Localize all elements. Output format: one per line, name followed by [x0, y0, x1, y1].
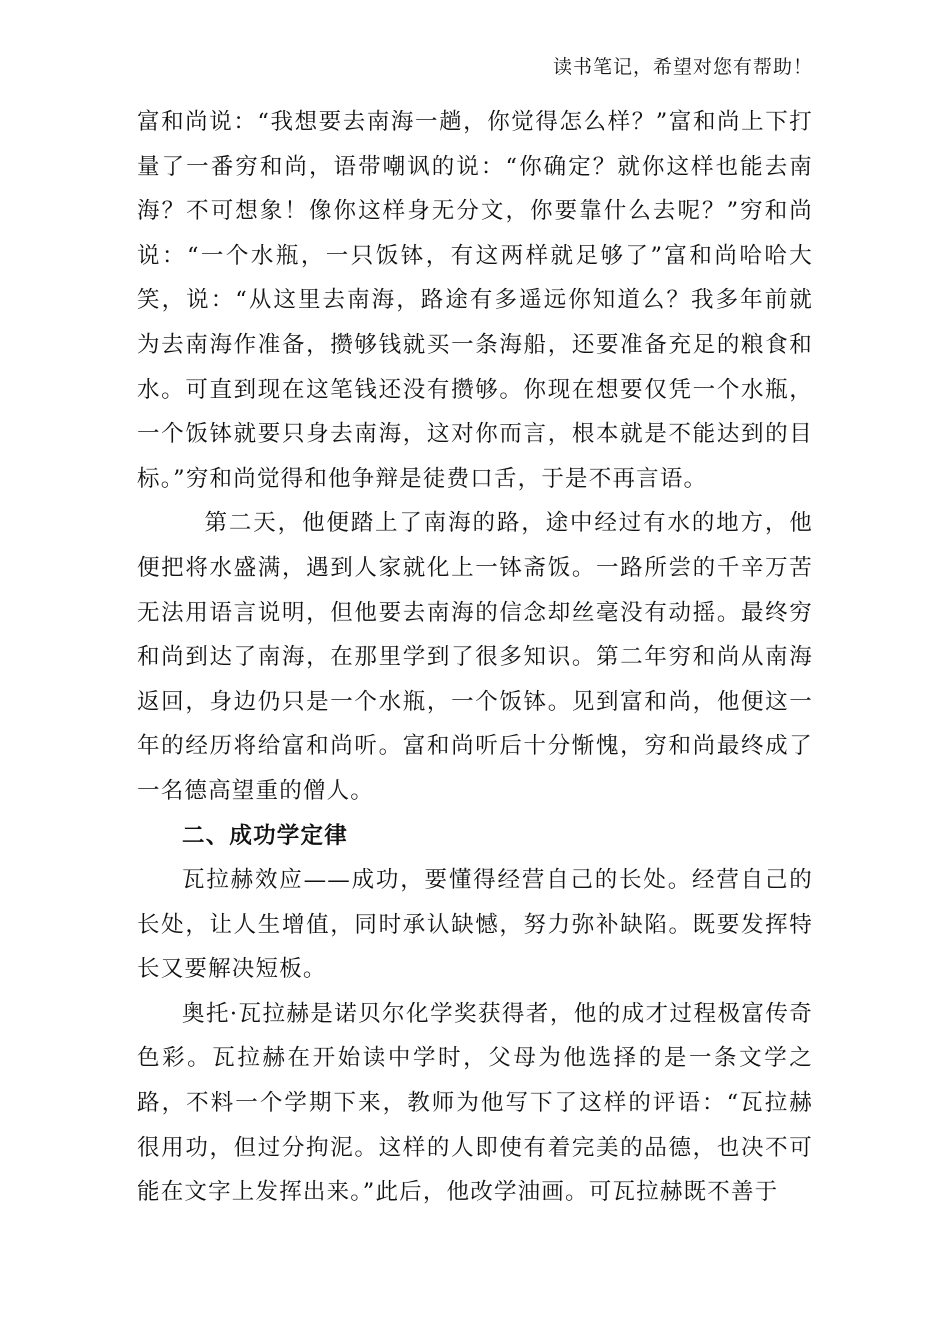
paragraph-wallach-story: 奥托·瓦拉赫是诺贝尔化学奖获得者，他的成才过程极富传奇色彩。瓦拉赫在开始读中学时，父母为他选择的是一条文学之路，不料一个学期下来，教师为他写下了这样的评语：“瓦拉赫很用功，但过分拘泥。这样的人即使有着完美的品德，也决不可能在文字上发挥出来。”此后，他改学油画。可瓦拉赫既不善于 — [137, 1000, 813, 1206]
paragraph-dialogue: 富和尚说：“我想要去南海一趟，你觉得怎么样？”富和尚上下打量了一番穷和尚，语带嘲讽的说：“你确定？就你这样也能去南海？不可想象！像你这样身无分文，你要靠什么去呢？”穷和尚说：“一个水瓶，一只饭钵，有这两样就足够了”富和尚哈哈大笑，说：“从这里去南海，路途有多遥远你知道么？我多年前就为去南海作准备，攒够钱就买一条海船，还要准备充足的粮食和水。可直到现在这笔钱还没有攒够。你现在想要仅凭一个水瓶，一个饭钵就要只身去南海，这对你而言，根本就是不能达到的目标。”穷和尚觉得和他争辩是徒费口舌，于是不再言语。 — [137, 109, 813, 492]
section-heading: 二、成功学定律 — [182, 822, 348, 849]
header-note: 读书笔记，希望对您有帮助！ — [552, 56, 813, 78]
document-body — [137, 100, 813, 1215]
paragraph-wallach-effect: 瓦拉赫效应——成功，要懂得经营自己的长处。经营自己的长处，让人生增值，同时承认缺憾，努力弥补缺陷。既要发挥特长又要解决短板。 — [137, 867, 813, 983]
paragraph-journey: 第二天，他便踏上了南海的路，途中经过有水的地方，他便把将水盛满，遇到人家就化上一钵斋饭。一路所尝的千辛万苦无法用语言说明，但他要去南海的信念却丝毫没有动摇。最终穷和尚到达了南海，在那里学到了很多知识。第二年穷和尚从南海返回，身边仍只是一个水瓶，一个饭钵。见到富和尚，他便这一年的经历将给富和尚听。富和尚听后十分惭愧，穷和尚最终成了一名德高望重的僧人。 — [137, 510, 813, 804]
